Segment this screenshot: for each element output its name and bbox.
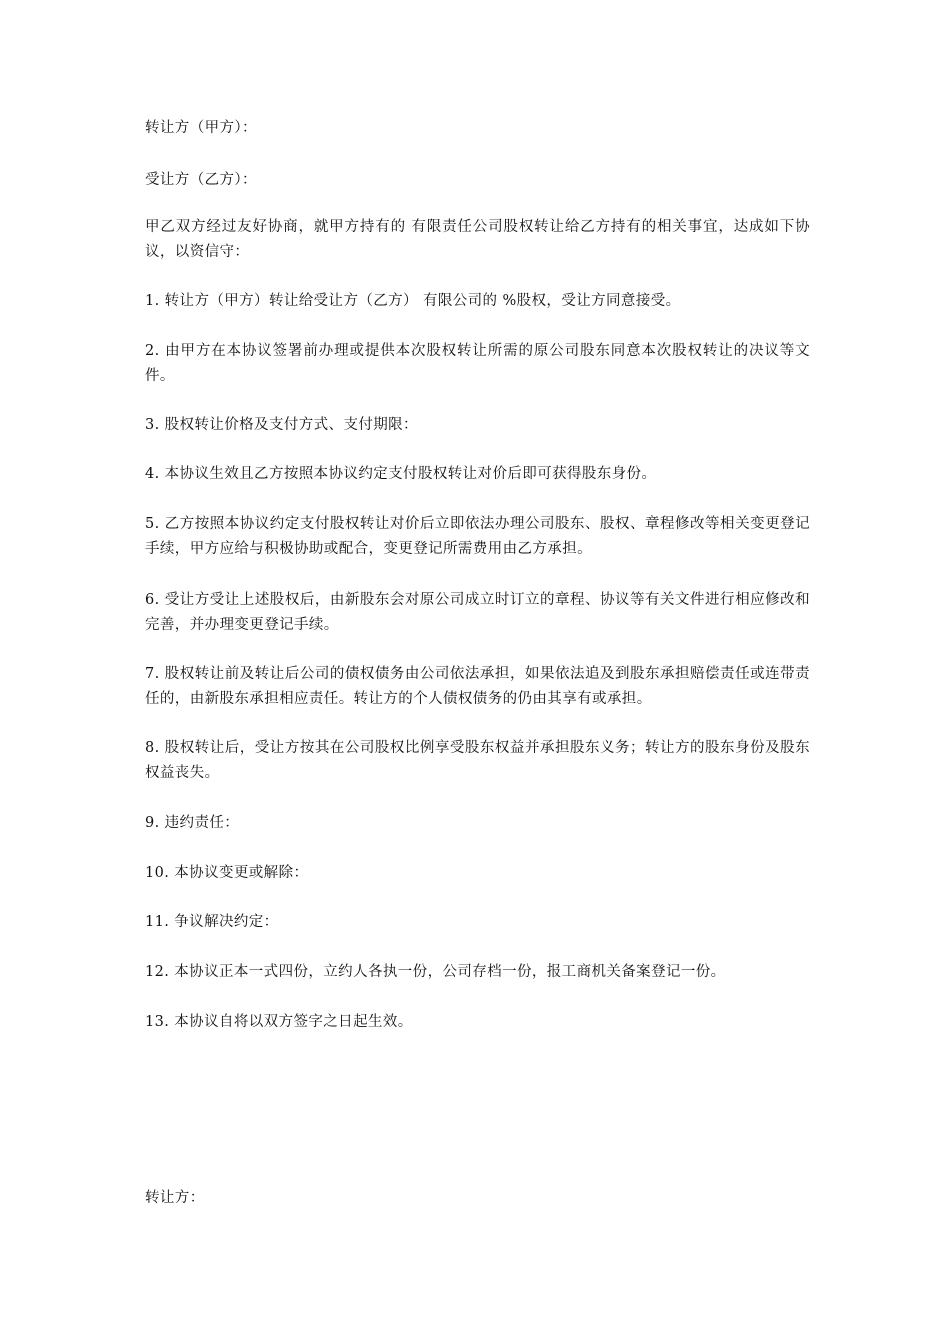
- signature-line: 转让方：: [145, 1190, 205, 1206]
- clause-1: 1. 转让方（甲方）转让给受让方（乙方） 有限公司的 %股权，受让方同意接受。: [145, 293, 681, 309]
- clause-2: 2. 由甲方在本协议签署前办理或提供本次股权转让所需的原公司股东同意本次股权转让的决议等文件。: [145, 343, 810, 384]
- transferee-line: 受让方（乙方）：: [145, 172, 257, 188]
- clause-12: 12. 本协议正本一式四份，立约人各执一份，公司存档一份，报工商机关备案登记一份。: [145, 964, 726, 980]
- clause-8: 8. 股权转让后，受让方按其在公司股权比例享受股东权益并承担股东义务；转让方的股东身份及股东权益丧失。: [145, 740, 810, 781]
- transferor-line: 转让方（甲方）：: [145, 120, 257, 136]
- clause-5: 5. 乙方按照本协议约定支付股权转让对价后立即依法办理公司股东、股权、章程修改等相关变更登记手续，甲方应给与积极协助或配合，变更登记所需费用由乙方承担。: [145, 516, 810, 557]
- clause-13: 13. 本协议自将以双方签字之日起生效。: [145, 1014, 413, 1030]
- clause-10: 10. 本协议变更或解除：: [145, 865, 309, 881]
- clause-6: 6. 受让方受让上述股权后，由新股东会对原公司成立时订立的章程、协议等有关文件进行相应修改和完善，并办理变更登记手续。: [145, 592, 810, 633]
- intro-paragraph: 甲乙双方经过友好协商，就甲方持有的 有限责任公司股权转让给乙方持有的相关事宜，达成如下协议，以资信守：: [145, 219, 810, 260]
- clause-7: 7. 股权转让前及转让后公司的债权债务由公司依法承担，如果依法追及到股东承担赔偿责任或连带责任的，由新股东承担相应责任。转让方的个人债权债务的仍由其享有或承担。: [145, 666, 810, 707]
- clause-11: 11. 争议解决约定：: [145, 914, 279, 930]
- clause-3: 3. 股权转让价格及支付方式、支付期限：: [145, 417, 418, 433]
- clause-9: 9. 违约责任：: [145, 815, 240, 831]
- clause-4: 4. 本协议生效且乙方按照本协议约定支付股权转让对价后即可获得股东身份。: [145, 466, 657, 482]
